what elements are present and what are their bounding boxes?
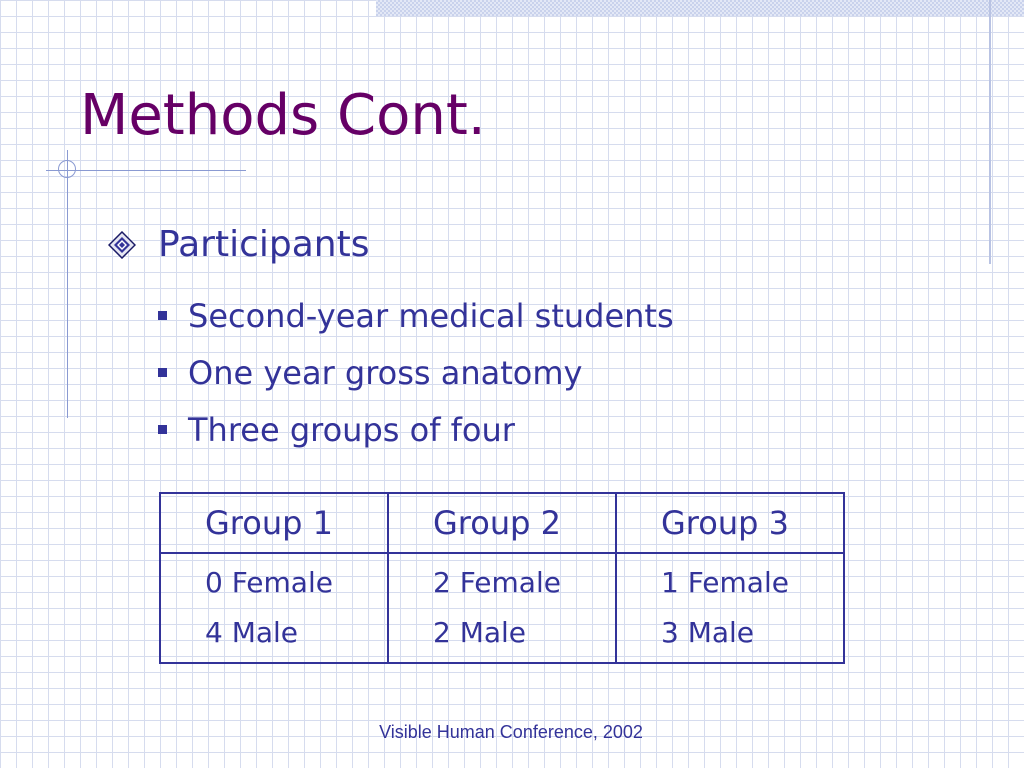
square-bullet-icon [158, 311, 167, 320]
list-item [158, 401, 674, 458]
footer-text: Visible Human Conference, 2002 [379, 722, 643, 742]
groups-table [159, 492, 845, 664]
male-count: 3 Male [661, 616, 755, 649]
table-header-cell: Group 1 [160, 493, 388, 553]
list-item [158, 287, 674, 344]
table-cell [388, 553, 616, 663]
square-bullet-icon [158, 368, 167, 377]
bullet-participants [108, 224, 369, 265]
table-header-cell: Group 2 [388, 493, 616, 553]
table-cell [160, 553, 388, 663]
male-count: 2 Male [433, 616, 527, 649]
list-item-text: Second-year medical students [188, 296, 674, 335]
corner-circle [58, 160, 76, 178]
top-decorative-bar [376, 0, 1024, 16]
bullet-label: Participants [158, 224, 370, 265]
list-item [158, 344, 674, 401]
female-count: 1 Female [661, 566, 789, 599]
table-header-row [160, 493, 844, 553]
slide-footer [0, 722, 1024, 743]
right-decorative-line [989, 0, 991, 264]
list-item-text: Three groups of four [188, 410, 515, 449]
table-header-cell: Group 3 [616, 493, 844, 553]
table-cell [616, 553, 844, 663]
table-row [160, 553, 844, 663]
male-count: 4 Male [205, 616, 299, 649]
diamond-bullet-icon [108, 231, 136, 259]
title-underline [46, 170, 246, 171]
list-item-text: One year gross anatomy [188, 353, 583, 392]
female-count: 0 Female [205, 566, 333, 599]
slide-title: Methods Cont. [80, 83, 486, 148]
participant-details-list [158, 287, 674, 458]
square-bullet-icon [158, 425, 167, 434]
left-vertical-line [67, 150, 68, 418]
female-count: 2 Female [433, 566, 561, 599]
